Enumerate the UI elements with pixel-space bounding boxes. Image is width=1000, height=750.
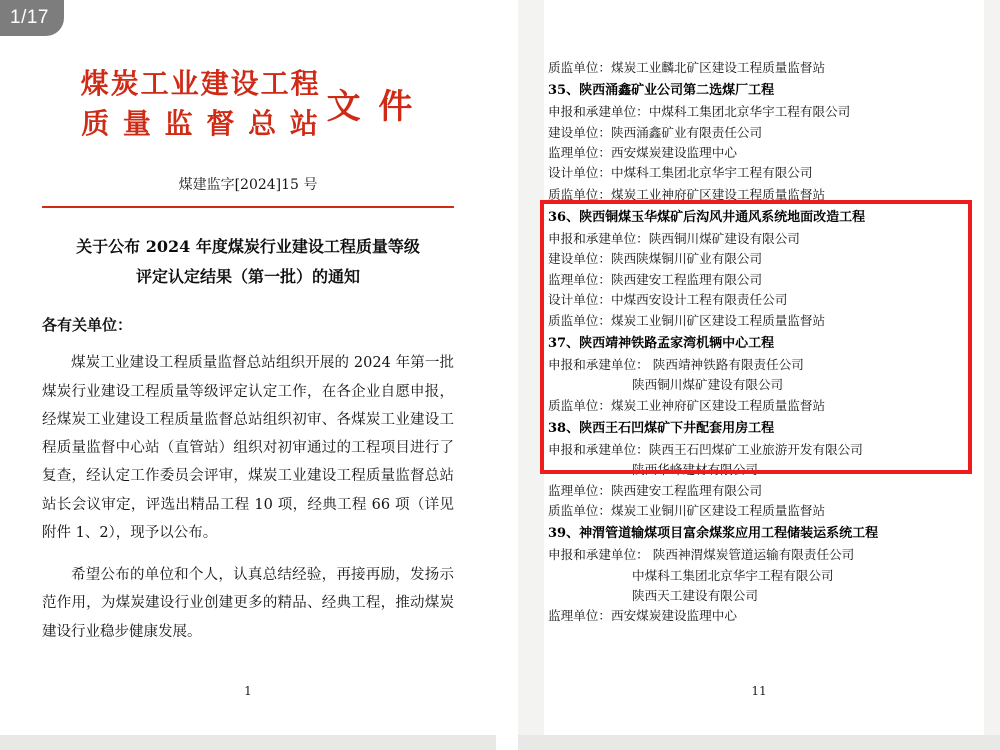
page-indicator-badge <box>0 0 64 36</box>
entry-block <box>548 185 980 205</box>
entry-block <box>548 418 980 521</box>
red-divider-rule <box>42 206 454 208</box>
entry-block <box>548 333 980 416</box>
masthead-stack <box>81 64 321 144</box>
salutation: 各有关单位： <box>42 316 133 335</box>
partial-top-line: 质监单位：煤炭工业麟北矿区建设工程质量监督站 <box>548 60 826 75</box>
entry-detail-line: 监理单位：西安煤炭建设监理中心 <box>548 145 737 160</box>
entry-detail-line: 质监单位：煤炭工业神府矿区建设工程质量监督站 <box>548 186 826 202</box>
entry-heading: 35、陕西涌鑫矿业公司第二选煤厂工程 <box>548 83 775 99</box>
left-page-content <box>0 0 496 735</box>
right-page-content <box>544 0 984 735</box>
entry-detail-line: 申报和承建单位：陕西王石凹煤矿工业旅游开发有限公司 <box>548 441 863 457</box>
entry-heading: 36、陕西铜煤玉华煤矿后沟风井通风系统地面改造工程 <box>548 210 866 226</box>
entry-list <box>548 80 980 626</box>
entry-detail-line: 质监单位：煤炭工业神府矿区建设工程质量监督站 <box>548 397 826 413</box>
left-page-folio: 1 <box>244 684 252 698</box>
page-title-line-2: 评定认定结果（第一批）的通知 <box>135 266 360 286</box>
entry-detail-line: 建设单位：陕西陕煤铜川矿业有限公司 <box>548 251 763 267</box>
document-page-right <box>518 0 1000 750</box>
entry-heading: 38、陕西王石凹煤矿下井配套用房工程 <box>548 420 775 436</box>
entry-heading: 37、陕西靖神铁路孟家湾机辆中心工程 <box>548 335 775 351</box>
entry-detail-line: 监理单位：西安煤炭建设监理中心 <box>548 608 737 624</box>
right-page-bottom-edge <box>518 735 1000 750</box>
entry-detail-line: 质监单位：煤炭工业铜川矿区建设工程质量监督站 <box>548 312 826 328</box>
entry-detail-line: 设计单位：中煤科工集团北京华宇工程有限公司 <box>548 165 813 181</box>
masthead-line-2: 质 量 监 督 总 站 <box>81 106 320 140</box>
entry-block <box>548 207 980 331</box>
document-page-left <box>0 0 496 750</box>
entry-block <box>548 80 980 183</box>
entry-detail-line: 陕西华峰建材有限公司 <box>632 462 758 478</box>
body-paragraph-2: 希望公布的单位和个人，认真总结经验，再接再励，发扬示范作用，为煤炭建设行业创建更多的精品、经典工程，推动煤炭建设行业稳步健康发展。 <box>42 567 454 640</box>
page-title <box>42 232 454 293</box>
entry-detail-line: 质监单位：煤炭工业铜川矿区建设工程质量监督站 <box>548 502 826 518</box>
entry-detail-line: 监理单位：陕西建安工程监理有限公司 <box>548 271 763 287</box>
entry-detail-line: 申报和承建单位： 陕西靖神铁路有限责任公司 <box>548 356 804 372</box>
entry-detail-line: 建设单位：陕西涌鑫矿业有限责任公司 <box>548 124 763 140</box>
entry-detail-line: 陕西铜川煤矿建设有限公司 <box>632 377 784 393</box>
entry-detail-line: 设计单位：中煤西安设计工程有限责任公司 <box>548 292 788 308</box>
entry-block <box>548 523 980 626</box>
right-page-left-edge <box>518 0 544 750</box>
document-number: 煤建监字[2024]15 号 <box>178 176 318 193</box>
masthead-line-1: 煤炭工业建设工程 <box>80 67 321 100</box>
entry-detail-line: 申报和承建单位： 陕西神渭煤炭管道运输有限责任公司 <box>548 547 855 563</box>
left-page-bottom-edge <box>0 735 496 750</box>
page-gutter <box>496 0 518 750</box>
masthead <box>42 64 454 144</box>
page-title-line-1: 关于公布 2024 年度煤炭行业建设工程质量等级 <box>76 236 420 256</box>
entry-detail-line: 申报和承建单位：中煤科工集团北京华宇工程有限公司 <box>548 104 851 120</box>
right-page-right-edge <box>984 0 1000 750</box>
entry-detail-line: 监理单位：陕西建安工程监理有限公司 <box>548 482 763 498</box>
entry-detail-line: 中煤科工集团北京华宇工程有限公司 <box>632 567 834 583</box>
masthead-suffix: 文 件 <box>326 87 416 128</box>
entry-detail-line: 陕西天工建设有限公司 <box>632 587 758 603</box>
entry-heading: 39、神渭管道输煤项目富余煤浆应用工程储装运系统工程 <box>548 526 879 542</box>
entry-detail-line: 申报和承建单位：陕西铜川煤矿建设有限公司 <box>548 231 800 246</box>
page-indicator-text: 1/17 <box>10 7 49 28</box>
body-paragraph-1: 煤炭工业建设工程质量监督总站组织开展的 2024 年第一批煤炭行业建设工程质量等级评定认定工作，在各企业自愿申报，经煤炭工业建设工程质量监督总站组织初审、各煤炭工业建设工程质量监督中心站（直管站）组织对初审通过的工程项目进行了复查，经认定工作委员会评审，煤炭工业建设工程质量监督总站站长会议审定，评选出精品工程 10 项，经典工程 66 项（详见附件 1、2），现予以公布。 <box>42 355 454 541</box>
right-page-folio: 11 <box>751 684 767 698</box>
